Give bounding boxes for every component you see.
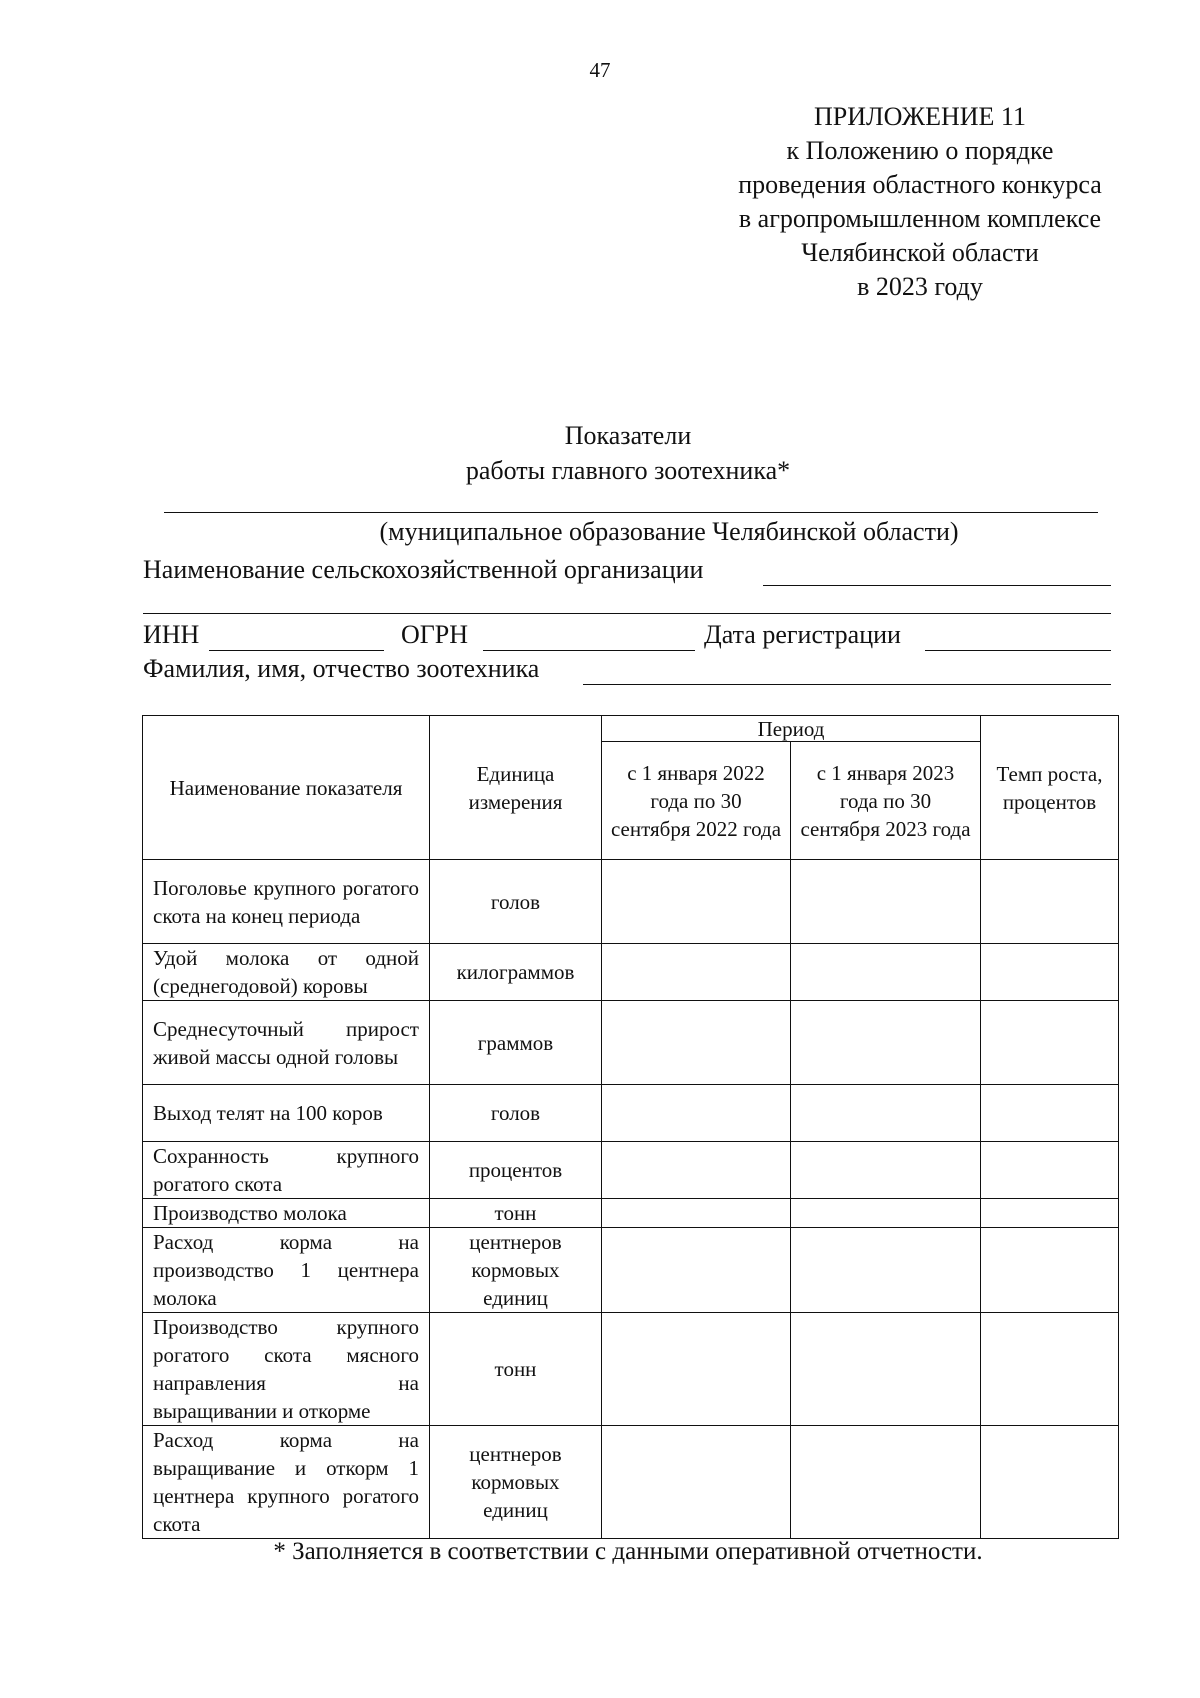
value-2022-cell[interactable] — [602, 1228, 791, 1313]
document-title — [0, 418, 1200, 488]
appendix-block — [690, 100, 1150, 304]
indicator-unit: центнеров кормовых единиц — [430, 1228, 602, 1313]
indicator-name: Производство молока — [143, 1199, 430, 1228]
header-name: Наименование показателя — [143, 716, 430, 860]
indicator-name: Расход корма на выращивание и откорм 1 центнера крупного рогатого скота — [143, 1426, 430, 1539]
fio-field-line[interactable] — [583, 684, 1111, 685]
value-2023-cell[interactable] — [791, 1426, 981, 1539]
value-2023-cell[interactable] — [791, 944, 981, 1001]
table-row — [143, 1199, 1119, 1228]
appendix-line: проведения областного конкурса — [738, 170, 1102, 199]
indicator-name: Расход корма на производство 1 центнера молока — [143, 1228, 430, 1313]
indicator-unit: килограммов — [430, 944, 602, 1001]
indicators-table — [142, 715, 1119, 1539]
appendix-line: Челябинской области — [801, 238, 1039, 267]
value-2022-cell[interactable] — [602, 860, 791, 944]
value-2023-cell[interactable] — [791, 1313, 981, 1426]
value-2022-cell[interactable] — [602, 1001, 791, 1085]
growth-cell[interactable] — [981, 860, 1119, 944]
table-row — [143, 1313, 1119, 1426]
indicator-unit: голов — [430, 1085, 602, 1142]
table-row — [143, 944, 1119, 1001]
growth-cell[interactable] — [981, 1426, 1119, 1539]
inn-field-line[interactable] — [209, 650, 384, 651]
registration-row — [143, 620, 1111, 652]
municipality-caption: (муниципальное образование Челябинской области) — [379, 517, 959, 546]
organization-field-line-2[interactable] — [143, 613, 1111, 614]
growth-cell[interactable] — [981, 1313, 1119, 1426]
indicator-unit: голов — [430, 860, 602, 944]
value-2023-cell[interactable] — [791, 1085, 981, 1142]
ogrn-label: ОГРН — [401, 620, 469, 649]
reg-date-label: Дата регистрации — [704, 620, 901, 649]
table-row — [143, 860, 1119, 944]
indicator-unit: центнеров кормовых единиц — [430, 1426, 602, 1539]
header-period-2023: с 1 января 2023 года по 30 сентября 2023 года — [791, 742, 981, 860]
indicator-name: Поголовье крупного рогатого скота на конец периода — [143, 860, 430, 944]
value-2022-cell[interactable] — [602, 944, 791, 1001]
value-2022-cell[interactable] — [602, 1426, 791, 1539]
header-period: Период — [602, 716, 981, 742]
indicator-name: Выход телят на 100 коров — [143, 1085, 430, 1142]
indicator-name: Удой молока от одной (среднегодовой) коровы — [143, 944, 430, 1001]
document-title-line2: работы главного зоотехника* — [465, 456, 791, 485]
appendix-title: ПРИЛОЖЕНИЕ 11 — [814, 102, 1026, 131]
page-number: 47 — [589, 58, 611, 82]
value-2022-cell[interactable] — [602, 1313, 791, 1426]
ogrn-field-line[interactable] — [483, 650, 695, 651]
table-row — [143, 1142, 1119, 1199]
indicator-unit: процентов — [430, 1142, 602, 1199]
indicator-name: Производство крупного рогатого скота мясного направления на выращивании и откорме — [143, 1313, 430, 1426]
value-2023-cell[interactable] — [791, 1199, 981, 1228]
organization-field-line[interactable] — [763, 585, 1111, 586]
header-period-2022: с 1 января 2022 года по 30 сентября 2022 года — [602, 742, 791, 860]
growth-cell[interactable] — [981, 1228, 1119, 1313]
indicator-name: Сохранность крупного рогатого скота — [143, 1142, 430, 1199]
reg-date-field-line[interactable] — [925, 650, 1111, 651]
growth-cell[interactable] — [981, 1001, 1119, 1085]
table-row — [143, 1085, 1119, 1142]
value-2022-cell[interactable] — [602, 1085, 791, 1142]
indicator-unit: тонн — [430, 1199, 602, 1228]
table-row — [143, 1228, 1119, 1313]
inn-label: ИНН — [143, 620, 200, 649]
value-2023-cell[interactable] — [791, 1228, 981, 1313]
value-2022-cell[interactable] — [602, 1199, 791, 1228]
municipality-field-line[interactable] — [164, 512, 1098, 513]
organization-label: Наименование сельскохозяйственной организации — [143, 555, 704, 584]
table-row — [143, 1426, 1119, 1539]
growth-cell[interactable] — [981, 1085, 1119, 1142]
organization-row — [143, 555, 1111, 587]
appendix-line: к Положению о порядке — [786, 136, 1054, 165]
indicator-name: Среднесуточный прирост живой массы одной головы — [143, 1001, 430, 1085]
indicator-unit: граммов — [430, 1001, 602, 1085]
growth-cell[interactable] — [981, 944, 1119, 1001]
appendix-line: в 2023 году — [857, 272, 983, 301]
value-2023-cell[interactable] — [791, 1001, 981, 1085]
value-2022-cell[interactable] — [602, 1142, 791, 1199]
document-title-line1: Показатели — [564, 421, 692, 450]
appendix-line: в агропромышленном комплексе — [738, 204, 1102, 233]
footnote: * Заполняется в соответствии с данными оперативной отчетности. — [273, 1538, 983, 1565]
header-unit: Единица измерения — [430, 716, 602, 860]
growth-cell[interactable] — [981, 1142, 1119, 1199]
value-2023-cell[interactable] — [791, 1142, 981, 1199]
fio-label: Фамилия, имя, отчество зоотехника — [143, 654, 540, 683]
value-2023-cell[interactable] — [791, 860, 981, 944]
table-row — [143, 1001, 1119, 1085]
indicator-unit: тонн — [430, 1313, 602, 1426]
header-growth: Темп роста, процентов — [981, 716, 1119, 860]
growth-cell[interactable] — [981, 1199, 1119, 1228]
fio-row — [143, 654, 1111, 686]
